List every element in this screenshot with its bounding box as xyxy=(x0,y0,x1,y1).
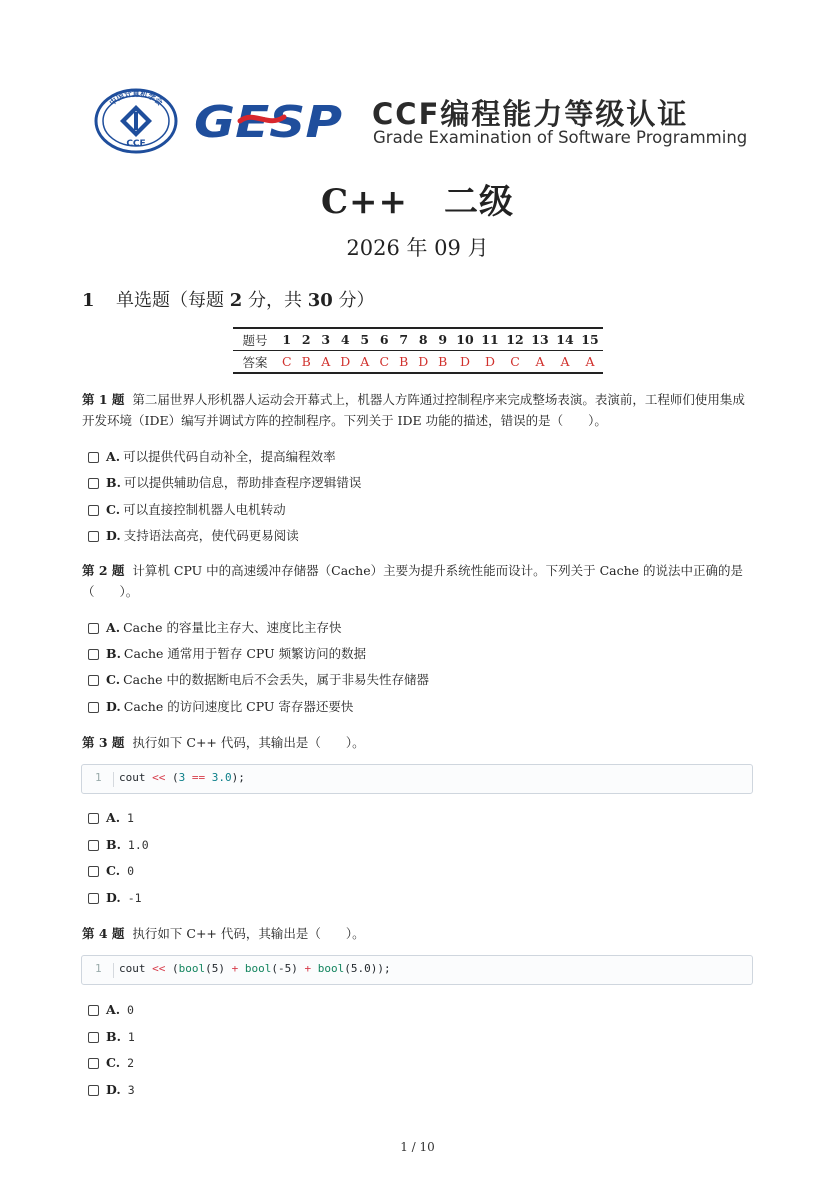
option-letter: C. xyxy=(106,863,121,878)
checkbox-icon[interactable] xyxy=(88,1005,99,1016)
question-3-option-a[interactable] xyxy=(88,810,134,826)
question-4-option-c[interactable] xyxy=(88,1055,134,1071)
option-text: Cache 中的数据断电后不会丢失，属于非易失性存储器 xyxy=(123,672,430,687)
question-number-cell: 3 xyxy=(316,328,336,351)
code-gutter-divider xyxy=(113,772,114,787)
question-2-label: 第 2 题 xyxy=(82,563,125,578)
question-number-cell: 1 xyxy=(277,328,297,351)
code-token: 3 xyxy=(178,771,186,784)
gesp-logo xyxy=(192,94,344,146)
answer-cell: C xyxy=(375,351,395,374)
question-4-option-a[interactable] xyxy=(88,1002,134,1018)
section-title-mid: 分，共 xyxy=(242,290,308,311)
option-letter: B. xyxy=(106,646,121,661)
answer-table xyxy=(233,327,603,374)
question-4-code-block xyxy=(81,955,753,985)
answer-cell: B xyxy=(297,351,317,374)
code-token: + xyxy=(225,962,245,975)
code-token: (5) xyxy=(205,962,225,975)
question-4-body: 执行如下 C++ 代码，其输出是（ ）。 xyxy=(132,926,365,941)
question-number-cell: 13 xyxy=(528,328,553,351)
option-text: 可以直接控制机器人电机转动 xyxy=(123,502,286,517)
answer-table-answer-row xyxy=(233,351,603,374)
question-number-cell: 8 xyxy=(414,328,434,351)
doc-date: 2026 年 09 月 xyxy=(346,236,489,260)
option-letter: A. xyxy=(106,1002,121,1017)
code-token: + xyxy=(297,962,318,975)
option-letter: D. xyxy=(106,890,121,905)
checkbox-icon[interactable] xyxy=(88,452,99,463)
question-1-body: 第二届世界人形机器人运动会开幕式上，机器人方阵通过控制程序来完成整场表演。表演前，工程师们使用集成开发环境（IDE）编写并调试方阵的控制程序。下列关于 IDE 功能的描述，错误的是（ ）。 xyxy=(82,392,745,428)
answer-cell: A xyxy=(553,351,578,374)
option-text: 可以提供代码自动补全，提高编程效率 xyxy=(123,449,336,464)
gesp-logo-text: GESP xyxy=(194,97,342,146)
question-1-label: 第 1 题 xyxy=(82,392,125,407)
option-text: 0 xyxy=(127,1003,134,1017)
question-2-option-b[interactable] xyxy=(88,646,366,662)
checkbox-icon[interactable] xyxy=(88,531,99,542)
option-letter: A. xyxy=(106,810,121,825)
question-number-cell: 2 xyxy=(297,328,317,351)
option-letter: A. xyxy=(106,620,121,635)
question-4-option-b[interactable] xyxy=(88,1029,135,1045)
checkbox-icon[interactable] xyxy=(88,478,99,489)
checkbox-icon[interactable] xyxy=(88,1085,99,1096)
code-token: ( xyxy=(165,771,179,784)
checkbox-icon[interactable] xyxy=(88,813,99,824)
question-3-text xyxy=(82,732,754,753)
option-text: 1 xyxy=(127,811,134,825)
code-line-number: 1 xyxy=(95,962,102,975)
checkbox-icon[interactable] xyxy=(88,675,99,686)
option-letter: B. xyxy=(106,837,121,852)
doc-title xyxy=(0,174,835,223)
section-title-post: 分） xyxy=(332,290,375,311)
question-1-option-b[interactable] xyxy=(88,475,361,491)
svg-text:中国计算机学会 xyxy=(107,88,165,108)
question-4-option-d[interactable] xyxy=(88,1082,135,1098)
option-letter: C. xyxy=(106,502,121,517)
option-letter: A. xyxy=(106,449,121,464)
code-line xyxy=(119,962,391,975)
question-1-option-a[interactable] xyxy=(88,449,336,465)
option-letter: D. xyxy=(106,699,121,714)
question-1-option-c[interactable] xyxy=(88,502,286,518)
answer-cell: A xyxy=(316,351,336,374)
checkbox-icon[interactable] xyxy=(88,840,99,851)
code-token: (-5) xyxy=(271,962,298,975)
option-letter: B. xyxy=(106,475,121,490)
code-gutter-divider xyxy=(113,963,114,978)
code-token: << xyxy=(152,962,166,975)
option-letter: C. xyxy=(106,672,121,687)
brand-title: CCF编程能力等级认证 xyxy=(372,97,689,131)
option-letter: D. xyxy=(106,1082,121,1097)
checkbox-icon[interactable] xyxy=(88,649,99,660)
question-number-cell: 11 xyxy=(478,328,503,351)
code-token: bool xyxy=(244,962,272,975)
question-number-cell: 9 xyxy=(433,328,453,351)
answer-cell: C xyxy=(503,351,528,374)
answer-cell: A xyxy=(578,351,603,374)
question-number-cell: 7 xyxy=(394,328,414,351)
question-2-option-d[interactable] xyxy=(88,699,353,715)
ccf-logo xyxy=(94,88,178,154)
question-4-label: 第 4 题 xyxy=(82,926,125,941)
option-text: -1 xyxy=(127,891,142,905)
answer-cell: A xyxy=(355,351,375,374)
question-number-cell: 6 xyxy=(375,328,395,351)
code-token: ); xyxy=(377,962,391,975)
question-2-text xyxy=(82,560,754,602)
question-number-cell: 15 xyxy=(578,328,603,351)
section-total: 30 xyxy=(307,290,333,311)
answer-cell: A xyxy=(528,351,553,374)
question-3-option-c[interactable] xyxy=(88,863,134,879)
checkbox-icon[interactable] xyxy=(88,893,99,904)
question-2-body: 计算机 CPU 中的高速缓冲存储器（Cache）主要为提升系统性能而设计。下列关于 Cache 的说法中正确的是（ ）。 xyxy=(82,563,744,599)
answer-cell: B xyxy=(433,351,453,374)
option-text: Cache 通常用于暂存 CPU 频繁访问的数据 xyxy=(123,646,367,661)
question-number-cell: 12 xyxy=(503,328,528,351)
section-number: 1 xyxy=(82,290,95,311)
option-text: 1 xyxy=(127,1030,135,1044)
option-letter: B. xyxy=(106,1029,121,1044)
option-text: 1.0 xyxy=(127,838,149,852)
answer-table-label-number: 题号 xyxy=(233,328,277,351)
code-token: cout xyxy=(119,962,153,975)
code-token: (5.0) xyxy=(344,962,378,975)
code-line-number: 1 xyxy=(95,771,102,784)
checkbox-icon[interactable] xyxy=(88,702,99,713)
question-3-option-d[interactable] xyxy=(88,890,142,906)
section-points: 2 xyxy=(229,290,243,311)
code-line xyxy=(119,771,245,784)
code-token: << xyxy=(152,771,166,784)
code-token xyxy=(185,771,192,784)
section-title xyxy=(82,286,375,312)
option-text: Cache 的访问速度比 CPU 寄存器还要快 xyxy=(123,699,354,714)
question-number-cell: 10 xyxy=(453,328,478,351)
ccf-ring-text: 中国计算机学会 xyxy=(107,89,165,108)
code-token: ); xyxy=(231,771,245,784)
option-text: 可以提供辅助信息，帮助排查程序逻辑错误 xyxy=(123,475,362,490)
checkbox-icon[interactable] xyxy=(88,1058,99,1069)
option-text: 2 xyxy=(127,1056,135,1070)
question-1-option-d[interactable] xyxy=(88,528,299,544)
code-token: ( xyxy=(165,962,179,975)
answer-cell: D xyxy=(336,351,356,374)
code-token: cout xyxy=(119,771,153,784)
header xyxy=(94,88,748,154)
section-title-pre: 单选题（每题 xyxy=(116,290,230,311)
question-1-text xyxy=(82,389,754,431)
code-token: 3.0 xyxy=(211,771,232,784)
question-3-option-b[interactable] xyxy=(88,837,149,853)
answer-cell: D xyxy=(453,351,478,374)
code-token xyxy=(205,771,212,784)
page-number: 1 / 10 xyxy=(400,1140,435,1154)
answer-cell: B xyxy=(394,351,414,374)
checkbox-icon[interactable] xyxy=(88,505,99,516)
doc-lang: C++ xyxy=(320,182,409,222)
question-number-cell: 14 xyxy=(553,328,578,351)
option-text: 0 xyxy=(127,864,135,878)
question-number-cell: 5 xyxy=(355,328,375,351)
brand-subtitle: Grade Examination of Software Programming xyxy=(373,128,748,147)
code-token: bool xyxy=(317,962,345,975)
answer-table-header-row xyxy=(233,328,603,351)
answer-cell: D xyxy=(478,351,503,374)
code-token: bool xyxy=(178,962,206,975)
option-letter: C. xyxy=(106,1055,121,1070)
question-2-option-c[interactable] xyxy=(88,672,429,688)
option-text: Cache 的容量比主存大、速度比主存快 xyxy=(123,620,342,635)
option-letter: D. xyxy=(106,528,121,543)
option-text: 3 xyxy=(127,1083,135,1097)
ccf-logo-text: CCF xyxy=(126,139,146,149)
answer-cell: C xyxy=(277,351,297,374)
checkbox-icon[interactable] xyxy=(88,1032,99,1043)
question-4-text xyxy=(82,923,754,944)
question-3-code-block xyxy=(81,764,753,794)
doc-level: 二级 xyxy=(444,182,515,222)
code-token: == xyxy=(191,771,206,784)
question-2-option-a[interactable] xyxy=(88,620,342,636)
answer-table-label-answer: 答案 xyxy=(233,351,277,374)
checkbox-icon[interactable] xyxy=(88,866,99,877)
question-number-cell: 4 xyxy=(336,328,356,351)
question-3-label: 第 3 题 xyxy=(82,735,125,750)
answer-cell: D xyxy=(414,351,434,374)
question-3-body: 执行如下 C++ 代码，其输出是（ ）。 xyxy=(132,735,365,750)
option-text: 支持语法高亮，使代码更易阅读 xyxy=(123,528,299,543)
checkbox-icon[interactable] xyxy=(88,623,99,634)
